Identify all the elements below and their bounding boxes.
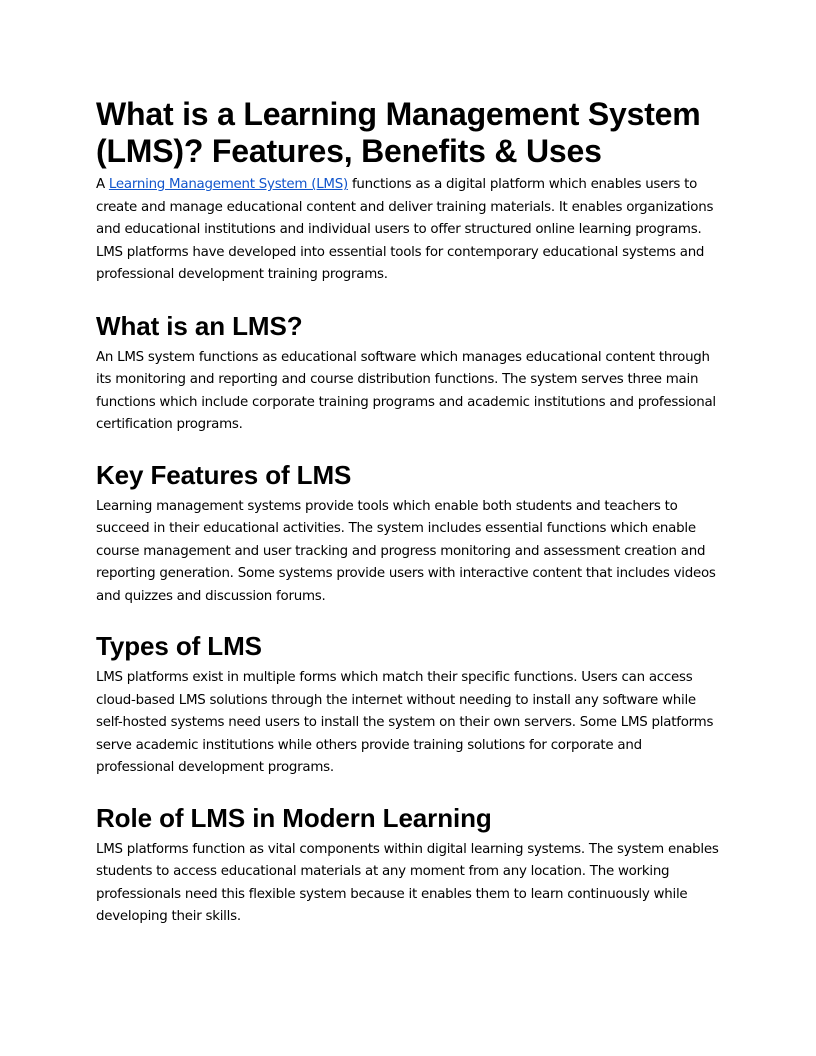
section-heading: What is an LMS?	[96, 310, 303, 341]
intro-prefix: A	[96, 177, 109, 192]
section-body: Learning management systems provide tools which enable both students and teachers to succeed in their educational activities. The system includes essential functions which enable course management and user tracking and progress monitoring and assessment creation and reporting generation. Some systems provide users with interactive content that includes videos and quizzes and discussion forums.	[96, 498, 716, 604]
intro-paragraph	[96, 174, 720, 287]
section-body: An LMS system functions as educational software which manages educational content through its monitoring and reporting and course distribution functions. The system serves three main functions which include corporate training programs and academic institutions and professional certification programs.	[96, 349, 716, 432]
section-key-features	[96, 460, 720, 609]
section-heading: Key Features of LMS	[96, 459, 352, 490]
section-what-is-lms	[96, 311, 720, 437]
section-role	[96, 803, 720, 929]
document-title: What is a Learning Management System (LMS)? Features, Benefits & Uses	[96, 96, 701, 169]
intro-suffix: functions as a digital platform which enables users to create and manage educational content and deliver training materials. It enables organizations and educational institutions and individual users to offer structured online learning programs. LMS platforms have developed into essential tools for contemporary educational systems and professional development training programs.	[96, 177, 714, 282]
section-heading: Types of LMS	[96, 631, 262, 661]
section-body: LMS platforms exist in multiple forms which match their specific functions. Users can access cloud-based LMS solutions through the internet without needing to install any software while self-hosted systems need users to install the system on their own servers. Some LMS platforms serve academic institutions while others provide training solutions for corporate and professional development programs.	[96, 670, 714, 775]
document-page	[96, 96, 720, 929]
lms-link[interactable]: Learning Management System (LMS)	[108, 177, 348, 192]
section-heading: Role of LMS in Modern Learning	[96, 802, 492, 833]
section-types	[96, 631, 720, 780]
section-body: LMS platforms function as vital components within digital learning systems. The system enables students to access educational materials at any moment from any location. The working professionals need this flexible system because it enables them to learn continuously while developing their skills.	[96, 841, 719, 924]
